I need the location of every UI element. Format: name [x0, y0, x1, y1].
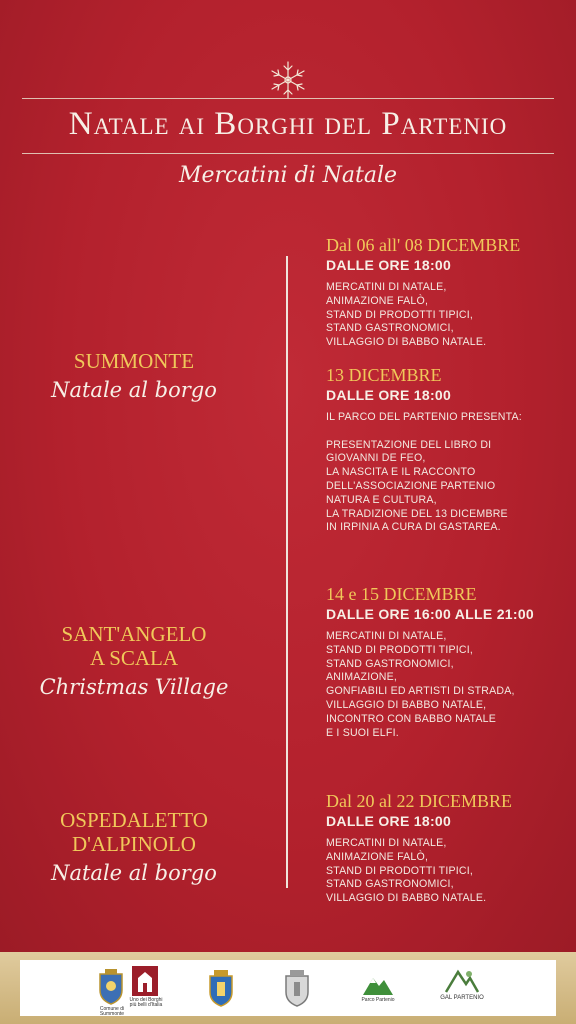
event-block [326, 234, 566, 350]
venue-summonte [0, 349, 268, 405]
event-block [326, 790, 566, 906]
sponsor-footer [0, 952, 576, 1024]
event-time: DALLE ORE 18:00 [326, 387, 452, 403]
borghi-logo-icon [132, 966, 158, 996]
header-rule-top [22, 98, 554, 99]
logo-caption: GAL PARTENIO [440, 995, 484, 1001]
event-block [326, 364, 566, 535]
event-description: IL PARCO DEL PARTENIO PRESENTA: PRESENTAZIONE DEL LIBRO DI GIOVANNI DE FEO, LA NASCITA E IL RACCONTO DELL'ASSOCIAZIONE PARTENIO NATURA E CULTURA, LA TRADIZIONE DEL 13 DICEMBRE IN IRPINIA A CURA DI GASTAREA. [326, 411, 522, 534]
logo-caption: Uno dei Borghi più belli d'Italia [129, 997, 163, 1008]
parco-partenio-icon [362, 970, 394, 996]
event-time: DALLE ORE 18:00 [326, 813, 452, 829]
municipal-crest-icon [282, 968, 312, 1008]
venue-name: SUMMONTE [73, 349, 195, 373]
event-block [326, 583, 566, 740]
venue-tagline: Christmas Village [39, 675, 229, 699]
column-divider [286, 256, 288, 888]
venue-santangelo [0, 622, 268, 702]
venue-tagline: Natale al borgo [51, 378, 217, 402]
event-date: Dal 06 all' 08 DICEMBRE [326, 235, 521, 255]
snowflake-icon [258, 60, 318, 100]
municipal-crest-icon [96, 968, 126, 1006]
event-date: Dal 20 al 22 DICEMBRE [326, 791, 512, 811]
municipal-crest-icon [206, 968, 236, 1008]
venue-ospedaletto [0, 808, 268, 888]
page-title: Natale ai Borghi del Partenio [68, 106, 508, 142]
event-description: MERCATINI DI NATALE, STAND DI PRODOTTI TIPICI, STAND GASTRONOMICI, ANIMAZIONE, GONFIABILI ED ARTISTI DI STRADA, VILLAGGIO DI BABBO NATALE, INCONTRO CON BABBO NATALE E I SUOI ELFI. [326, 630, 515, 739]
venue-name: OSPEDALETTO D'ALPINOLO [60, 808, 208, 856]
event-time: DALLE ORE 18:00 [326, 257, 452, 273]
event-description: MERCATINI DI NATALE, ANIMAZIONE FALÒ, STAND DI PRODOTTI TIPICI, STAND GASTRONOMICI, VILLAGGIO DI BABBO NATALE. [326, 837, 487, 905]
page-subtitle: Mercatini di Natale [178, 163, 398, 188]
venue-name: SANT'ANGELO A SCALA [61, 622, 207, 670]
venue-tagline: Natale al borgo [51, 861, 217, 885]
header-rule-bottom [22, 153, 554, 154]
gal-partenio-icon [444, 968, 480, 994]
sponsor-logos-panel [20, 960, 556, 1016]
logo-caption: Parco Partenio [361, 997, 395, 1003]
event-description: MERCATINI DI NATALE, ANIMAZIONE FALÒ, STAND DI PRODOTTI TIPICI, STAND GASTRONOMICI, VILLAGGIO DI BABBO NATALE. [326, 281, 487, 349]
event-time: DALLE ORE 16:00 ALLE 21:00 [326, 606, 535, 622]
event-date: 14 e 15 DICEMBRE [326, 584, 477, 604]
logo-caption: Comune di Summonte [99, 1006, 125, 1017]
event-date: 13 DICEMBRE [326, 365, 442, 385]
